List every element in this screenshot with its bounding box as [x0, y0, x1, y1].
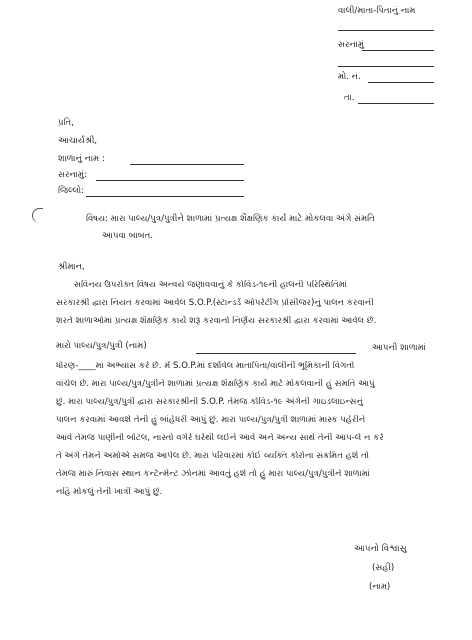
- ward-name-line: [196, 353, 356, 354]
- subject-line-1: વિષય: મારા પાલ્ય/પુત્ર/પુત્રીને શાળામાં પ્રત્યક્ષ શૈક્ષણિક કાર્ય માટે મોકલવા અંગે સંમતિ: [86, 214, 375, 224]
- guardian-address-label: સરનામું: [338, 40, 364, 50]
- body-line: ધોરણ-____માં અભ્યાસ કરે છે. મેં S.O.P.માં દર્શાવેલ માતાપિતા/વાલીની ભૂમિકાની વિગતો: [56, 361, 355, 371]
- body-line: છું. મારા પાલ્ય/પુત્ર/પુત્રી દ્વારા સરકારશ્રીની S.O.P. તેમજ કોવિડ-૧૯ અંગેની ગાઇડલાઇન્સનું: [56, 397, 363, 407]
- body-line: તે અંગે તેમને અમોએ સમજ આપેલ છે. મારા પરિવારમાં કોઈ વ્યક્તિ કોરોના સંક્રમિત હશે તો: [56, 451, 369, 461]
- guardian-date-line: [358, 103, 434, 104]
- recipient-district-line: [86, 196, 244, 197]
- body-line: આવે તેમજ પાણીની બોટલ, નાસ્તો વગેરે ઘરેથી લઈને આવે અને અન્ય સાથે તેની આપ-લે ન કરે: [56, 433, 384, 443]
- guardian-mobile-line: [368, 82, 434, 83]
- punch-hole-mark: [32, 208, 43, 223]
- body-line: પાલન કરવામાં આવશે તેની હું બાંહેધરી આપું છું. મારા પાલ્ય/પુત્ર/પુત્રી શાળામાં માસ્ક પહેરીને: [56, 415, 366, 425]
- body-line: તેમજ મારું નિવાસ સ્થાન કન્ટેન્મેન્ટ ઝોનમાં આવતું હશે તો હું મારા પાલ્ય/પુત્ર/પુત્રીને શાળામાં: [56, 469, 370, 479]
- ward-line-suffix: આપની શાળામાં: [372, 343, 426, 353]
- guardian-address-line-1: [362, 50, 434, 51]
- recipient-district-label: જિલ્લો:: [58, 186, 85, 196]
- recipient-address-line: [96, 180, 244, 181]
- guardian-address-line-2: [338, 66, 434, 67]
- guardian-date-label: તા.: [344, 93, 355, 103]
- body-line: સવિનય ઉપરોક્ત વિષય અન્વયે જણાવવાનું કે કોવિડ-૧૯ની હાલની પરિસ્થિતિમાં: [74, 280, 347, 290]
- subject-line-2: આપવા બાબત.: [102, 231, 154, 241]
- guardian-name-label: વાલી/માતા-પિતાનું નામ: [338, 6, 416, 16]
- body-line: નહિ મોકલું તેની ખાત્રી આપું છું.: [56, 487, 163, 497]
- body-line: શરતે શાળાઓમાં પ્રત્યક્ષ શૈક્ષણિક કાર્ય શરૂ કરવાનો નિર્ણય સરકારશ્રી દ્વારા કરવામાં આવેલ છે.: [56, 316, 377, 326]
- recipient-address-label: સરનામું:: [58, 170, 87, 180]
- recipient-school-name-label: શાળાનું નામ :: [58, 154, 105, 164]
- recipient-principal: આચાર્યશ્રી,: [58, 136, 98, 146]
- ward-line-prefix: મારો પાલ્ય/પુત્ર/પુત્રી (નામ): [56, 341, 147, 351]
- guardian-name-line: [338, 30, 434, 31]
- guardian-mobile-label: મો. નં.: [338, 72, 361, 82]
- salutation: શ્રીમાન,: [58, 262, 85, 272]
- closing-yours: આપનો વિશ્વાસુ: [354, 544, 407, 554]
- recipient-school-name-line: [130, 164, 244, 165]
- closing-signature: (સહી): [372, 563, 395, 573]
- closing-name: (નામ): [369, 582, 391, 592]
- body-line: સરકારશ્રી દ્વારા નિયત કરવામાં આવેલ S.O.P.(સ્ટાન્ડર્ડ ઓપરેટીંગ પ્રોસીજર)નું પાલન કરવાની: [56, 298, 374, 308]
- recipient-to: પ્રતિ,: [58, 118, 74, 128]
- body-line: વાંચેલ છે. મારા પાલ્ય/પુત્ર/પુત્રીને શાળામાં પ્રત્યક્ષ શૈક્ષણિક કાર્ય માટે મોકલવાની હું સંમતિ આપું: [56, 379, 375, 389]
